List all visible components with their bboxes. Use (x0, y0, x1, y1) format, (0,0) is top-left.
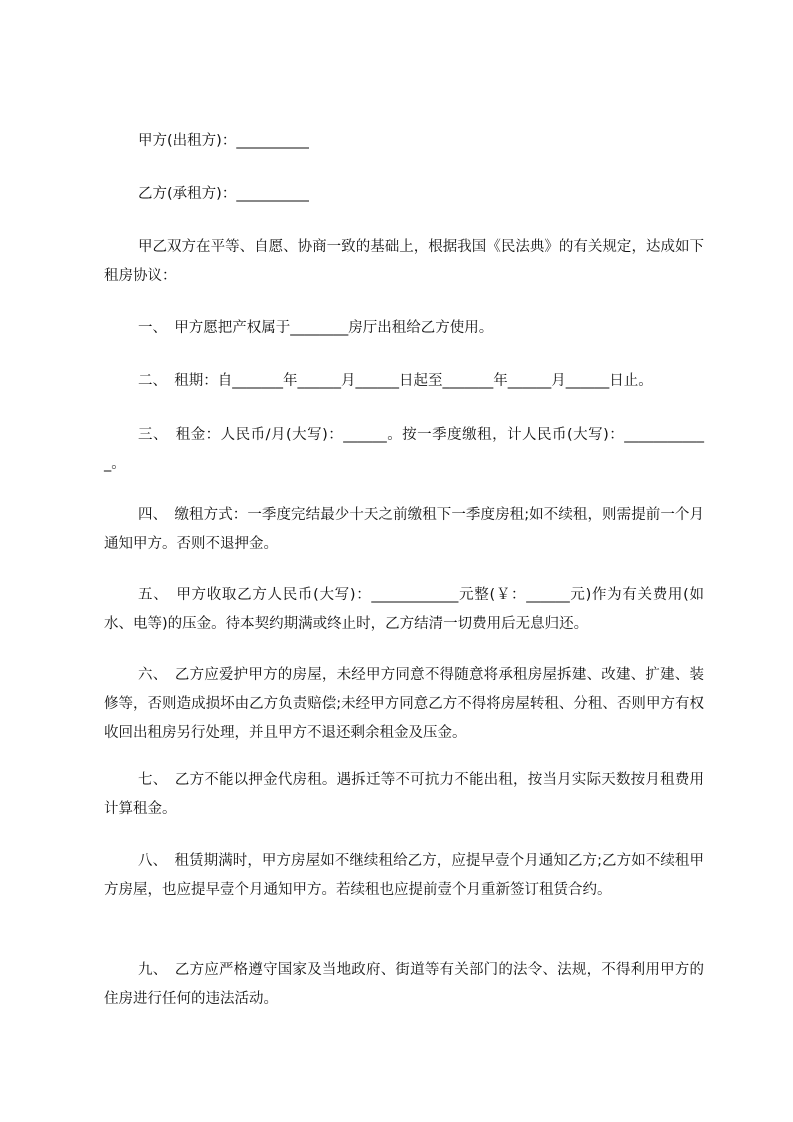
party-b-line: 乙方(承租方)：__________ (138, 186, 309, 202)
clause-9: 九、 乙方应严格遵守国家及当地政府、街道等有关部门的法令、法规，不得利用甲方的住房进行任何的违法活动。 (104, 962, 704, 1007)
clause-2: 二、 租期：自_______年______月______日起至_______年______月______日止。 (138, 373, 653, 389)
clause-4: 四、 缴租方式：一季度完结最少十天之前缴租下一季度房租;如不续租，则需提前一个月通知甲方。否则不退押金。 (104, 507, 704, 552)
clause-5: 五、 甲方收取乙方人民币(大写)：____________元整(￥：______元)作为有关费用(如水、电等)的压金。待本契约期满或终止时，乙方结清一切费用后无息归还。 (104, 587, 704, 632)
clause-7: 七、 乙方不能以押金代房租。遇拆迁等不可抗力不能出租，按当月实际天数按月租费用计算租金。 (104, 772, 704, 817)
clause-1: 一、 甲方愿把产权属于________房厅出租给乙方使用。 (138, 320, 494, 336)
clause-6: 六、 乙方应爱护甲方的房屋，未经甲方同意不得随意将承租房屋拆建、改建、扩建、装修等，否则造成损坏由乙方负责赔偿;未经甲方同意乙方不得将房屋转租、分租、否则甲方有权收回出租房另行处理，并且甲方不退还剩余租金及压金。 (104, 667, 704, 741)
clause-3: 三、 租金：人民币/月(大写)：______。按一季度缴租，计人民币(大写)：____________。 (104, 427, 704, 472)
party-a-line: 甲方(出租方)：__________ (138, 133, 309, 149)
intro-paragraph: 甲乙双方在平等、自愿、协商一致的基础上，根据我国《民法典》的有关规定，达成如下租房协议： (104, 239, 704, 284)
clause-8: 八、 租赁期满时，甲方房屋如不继续租给乙方，应提早壹个月通知乙方;乙方如不续租甲方房屋，也应提早壹个月通知甲方。若续租也应提前壹个月重新签订租赁合约。 (104, 853, 704, 898)
